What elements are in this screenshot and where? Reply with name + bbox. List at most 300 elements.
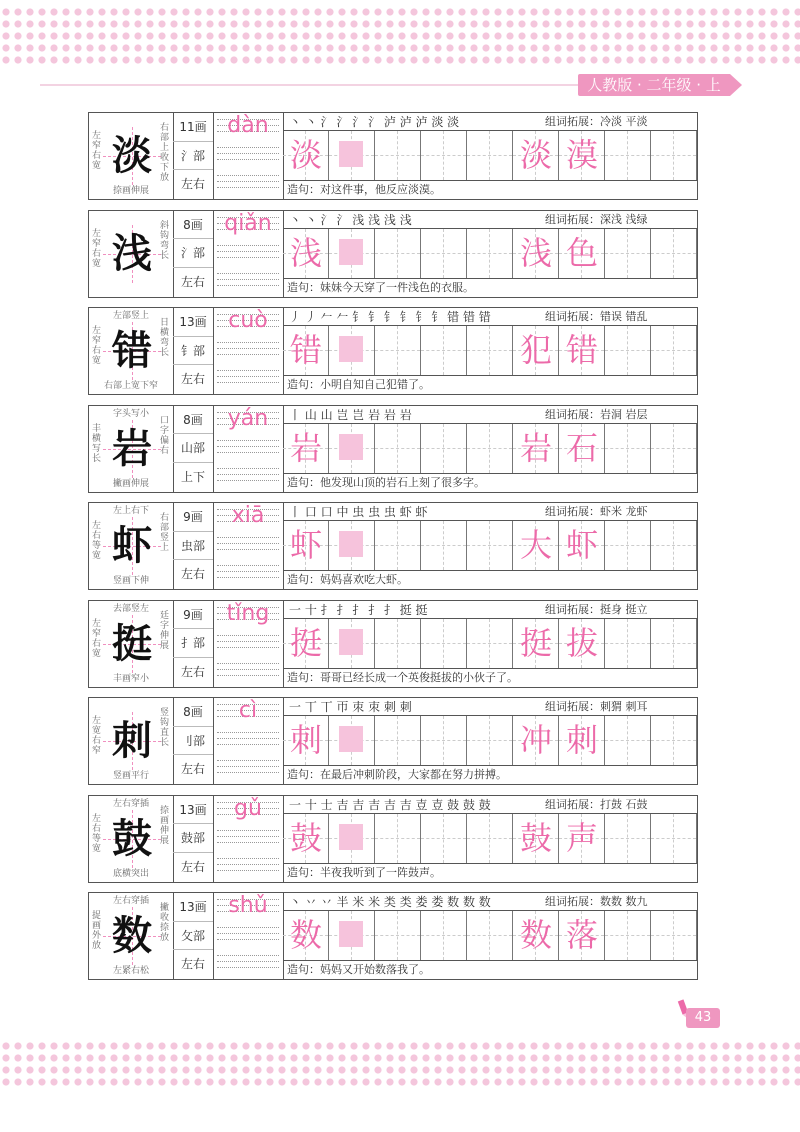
practice-cell[interactable] xyxy=(513,131,559,180)
practice-cell[interactable] xyxy=(513,814,559,863)
practice-character xyxy=(375,716,421,765)
character-card xyxy=(88,210,698,298)
practice-character xyxy=(375,326,421,375)
practice-cell[interactable] xyxy=(329,911,375,960)
model-character-box xyxy=(89,211,174,297)
practice-character xyxy=(329,326,375,375)
practice-cell[interactable] xyxy=(605,424,651,473)
pinyin-guide-line xyxy=(217,468,279,469)
character-card xyxy=(88,600,698,688)
stroke-order-row xyxy=(283,308,697,326)
practice-cell[interactable] xyxy=(605,326,651,375)
stroke-count: 13画 xyxy=(173,893,213,922)
practice-character xyxy=(375,521,421,570)
pinyin-box xyxy=(213,893,284,979)
structure: 左右 xyxy=(180,372,205,387)
practice-cell[interactable] xyxy=(421,814,467,863)
practice-character: 挺 xyxy=(289,623,322,662)
radical: 鼓部 xyxy=(173,824,213,853)
word-extension: 组词拓展：挺身 挺立 xyxy=(545,602,648,616)
writing-tip-left: 左窄右宽 xyxy=(92,326,102,366)
practice-cell[interactable] xyxy=(283,131,329,180)
practice-character xyxy=(467,521,513,570)
pinyin-guide-line xyxy=(217,153,279,154)
practice-character xyxy=(421,326,467,375)
practice-character: 色 xyxy=(565,233,598,272)
practice-cell[interactable] xyxy=(513,521,559,570)
practice-cell[interactable] xyxy=(283,424,329,473)
pinyin-guide-line xyxy=(217,285,279,286)
word-extension: 组词拓展：打鼓 石鼓 xyxy=(545,797,648,811)
practice-cell[interactable] xyxy=(651,911,697,960)
practice-character xyxy=(329,716,375,765)
practice-cell[interactable] xyxy=(329,131,375,180)
practice-cell[interactable] xyxy=(421,521,467,570)
practice-cell[interactable] xyxy=(421,424,467,473)
pinyin-guide-line xyxy=(217,348,279,349)
practice-cell[interactable] xyxy=(421,131,467,180)
writing-tip-bottom: 丰画窄小 xyxy=(112,673,149,684)
character-info xyxy=(173,796,214,882)
practice-cell[interactable] xyxy=(467,229,513,278)
practice-cell[interactable] xyxy=(329,424,375,473)
pinyin-guide-line xyxy=(217,864,279,865)
stroke-order-row xyxy=(283,601,697,619)
writing-tip-right: 右部竖上 xyxy=(160,513,170,553)
stroke-count: 8画 xyxy=(173,406,213,435)
practice-area xyxy=(283,698,697,784)
stroke-order-row xyxy=(283,211,697,229)
top-dot-pattern xyxy=(0,6,800,64)
practice-cell[interactable] xyxy=(375,326,421,375)
writing-tip-bottom: 右部上宽下窄 xyxy=(103,381,158,391)
practice-cell[interactable] xyxy=(605,229,651,278)
writing-tip-top: 左右穿插 xyxy=(112,896,149,906)
pinyin-guide-line xyxy=(217,376,279,377)
pinyin-guide-line xyxy=(217,772,279,773)
radical: 扌部 xyxy=(173,629,213,658)
model-character: 数 xyxy=(112,912,152,959)
practice-cell[interactable] xyxy=(513,229,559,278)
pinyin-guide-line xyxy=(217,537,279,538)
structure: 左右 xyxy=(180,957,205,972)
practice-character xyxy=(329,229,375,278)
model-character: 刺 xyxy=(112,717,152,764)
radical: 刂部 xyxy=(173,727,213,756)
pinyin-guide-line xyxy=(217,382,279,383)
practice-character xyxy=(329,424,375,473)
practice-grid xyxy=(283,326,697,376)
practice-character xyxy=(375,229,421,278)
writing-tip-left: 左右等宽 xyxy=(92,813,102,854)
pinyin-guide-line xyxy=(217,446,279,447)
practice-character: 鼓 xyxy=(519,818,552,857)
practice-grid xyxy=(283,521,697,571)
stroke-order: 丶 丷 丷 半 米 米 类 类 娄 娄 数 数 数 xyxy=(289,895,491,909)
practice-cell[interactable] xyxy=(651,716,697,765)
writing-tip-top: 字头写小 xyxy=(112,408,149,419)
writing-tip-right: 捺画伸展 xyxy=(160,805,170,846)
practice-cell[interactable] xyxy=(559,131,605,180)
writing-tip-right: 撇收捺放 xyxy=(160,903,170,943)
practice-character: 岩 xyxy=(519,428,552,467)
practice-cell[interactable] xyxy=(467,326,513,375)
pinyin-box xyxy=(213,211,284,297)
practice-character xyxy=(605,326,651,375)
practice-cell[interactable] xyxy=(605,131,651,180)
practice-cell[interactable] xyxy=(329,619,375,668)
character-info xyxy=(173,113,214,199)
practice-character xyxy=(421,911,467,960)
practice-area xyxy=(283,796,697,882)
practice-cell[interactable] xyxy=(421,911,467,960)
practice-area xyxy=(283,601,697,687)
practice-cell[interactable] xyxy=(605,716,651,765)
stroke-order: 丿 丿 𠂉 𠂉 钅 钅 钅 钅 钅 钅 错 错 错 xyxy=(289,310,491,324)
pinyin-guide-line xyxy=(217,760,279,761)
edition-badge: 人教版 · 二年级 · 上 xyxy=(578,74,730,96)
stroke-count: 8画 xyxy=(173,211,213,240)
example-sentence: 造句：妹妹今天穿了一件浅色的衣服。 xyxy=(287,280,474,294)
practice-character: 错 xyxy=(289,331,322,369)
practice-character: 石 xyxy=(565,428,598,467)
pinyin-guide-line xyxy=(217,577,279,578)
practice-cell[interactable] xyxy=(283,716,329,765)
pinyin-guide-line xyxy=(217,354,279,355)
pinyin-guide-line xyxy=(217,675,279,676)
practice-character xyxy=(605,814,651,863)
pinyin-guide-line xyxy=(217,842,279,843)
word-extension: 组词拓展：刺猬 刺耳 xyxy=(545,700,648,713)
practice-cell[interactable] xyxy=(651,229,697,278)
radical: 虫部 xyxy=(173,532,213,561)
practice-cell[interactable] xyxy=(513,911,559,960)
practice-character: 拔 xyxy=(565,623,598,662)
practice-cell[interactable] xyxy=(467,131,513,180)
pinyin-guide-line xyxy=(217,279,279,280)
pinyin-guide-line xyxy=(217,440,279,441)
page-number: 43 xyxy=(686,1008,720,1028)
writing-tip-right: 口字偏右 xyxy=(160,415,170,456)
radical: 攵部 xyxy=(173,922,213,951)
character-card xyxy=(88,307,698,395)
practice-character xyxy=(651,619,697,668)
practice-character: 虾 xyxy=(565,526,598,564)
practice-cell[interactable] xyxy=(513,326,559,375)
practice-cell[interactable] xyxy=(375,424,421,473)
practice-cell[interactable] xyxy=(283,326,329,375)
pinyin: gǔ xyxy=(234,795,262,821)
practice-cell[interactable] xyxy=(559,911,605,960)
practice-cell[interactable] xyxy=(651,424,697,473)
pinyin: tǐng xyxy=(226,600,270,626)
structure: 左右 xyxy=(180,859,205,874)
bottom-dot-pattern xyxy=(0,1040,800,1090)
practice-cell[interactable] xyxy=(651,619,697,668)
writing-tip-top: 左上右下 xyxy=(112,506,149,516)
practice-cell[interactable] xyxy=(421,326,467,375)
pinyin-guide-line xyxy=(217,732,279,733)
character-card xyxy=(88,892,698,980)
pinyin-box xyxy=(213,113,284,199)
writing-tip-left: 左右等宽 xyxy=(92,521,102,561)
practice-cell[interactable] xyxy=(513,424,559,473)
practice-character xyxy=(329,814,375,863)
practice-character: 数 xyxy=(289,916,322,954)
practice-cell[interactable] xyxy=(283,619,329,668)
practice-character xyxy=(651,716,697,765)
practice-character: 浅 xyxy=(519,233,552,272)
practice-character xyxy=(467,619,513,668)
character-card xyxy=(88,502,698,590)
practice-character xyxy=(421,814,467,863)
practice-grid xyxy=(283,911,697,961)
practice-cell[interactable] xyxy=(559,521,605,570)
practice-cell[interactable] xyxy=(605,911,651,960)
stroke-count: 11画 xyxy=(173,113,213,142)
practice-cell[interactable] xyxy=(559,424,605,473)
practice-character: 落 xyxy=(565,916,598,954)
radical: 山部 xyxy=(173,434,213,463)
stroke-count: 9画 xyxy=(173,503,213,532)
practice-character xyxy=(421,229,467,278)
practice-character: 数 xyxy=(519,916,552,954)
example-sentence: 造句：哥哥已经长成一个英俊挺拔的小伙子了。 xyxy=(287,670,518,684)
practice-cell[interactable] xyxy=(559,229,605,278)
model-character-box xyxy=(89,406,174,492)
example-sentence: 造句：妈妈喜欢吃大虾。 xyxy=(287,573,408,586)
stroke-order: 丶 丶 氵 氵 氵 氵 泸 泸 泸 淡 淡 xyxy=(289,115,460,129)
character-info xyxy=(173,503,214,589)
pinyin: shǔ xyxy=(228,893,268,918)
practice-cell[interactable] xyxy=(329,326,375,375)
practice-cell[interactable] xyxy=(421,716,467,765)
pinyin-guide-line xyxy=(217,967,279,968)
pinyin-box xyxy=(213,406,284,492)
writing-tip-top: 左右穿插 xyxy=(112,798,149,809)
model-character: 淡 xyxy=(112,132,152,179)
stroke-order: 一 十 扌 扌 扌 扌 扌 挺 挺 xyxy=(289,602,428,617)
practice-cell[interactable] xyxy=(283,521,329,570)
pinyin-guide-line xyxy=(217,342,279,343)
structure: 左右 xyxy=(180,664,205,679)
practice-character xyxy=(467,131,513,180)
practice-cell[interactable] xyxy=(651,326,697,375)
practice-grid xyxy=(283,424,697,474)
pinyin-guide-line xyxy=(217,933,279,934)
practice-character xyxy=(467,814,513,863)
pinyin-guide-line xyxy=(217,961,279,962)
practice-character xyxy=(605,911,651,960)
writing-tip-bottom: 撇画伸展 xyxy=(112,478,149,489)
practice-character xyxy=(605,424,651,473)
pinyin-guide-line xyxy=(217,836,279,837)
practice-character xyxy=(375,131,421,180)
character-card xyxy=(88,112,698,200)
example-sentence: 造句：妈妈又开始数落我了。 xyxy=(287,963,430,976)
character-info xyxy=(173,406,214,492)
practice-character xyxy=(329,911,375,960)
pinyin: qiǎn xyxy=(224,210,272,236)
practice-character xyxy=(329,521,375,570)
word-extension: 组词拓展：岩洞 岩层 xyxy=(545,407,648,421)
model-character: 虾 xyxy=(112,522,152,569)
practice-character xyxy=(605,619,651,668)
model-character: 岩 xyxy=(112,424,152,472)
pinyin-guide-line xyxy=(217,955,279,956)
pinyin-guide-line xyxy=(217,370,279,371)
practice-cell[interactable] xyxy=(559,716,605,765)
practice-cell[interactable] xyxy=(605,814,651,863)
practice-character: 淡 xyxy=(519,136,552,174)
practice-cell[interactable] xyxy=(421,619,467,668)
practice-character: 声 xyxy=(565,818,598,857)
practice-cell[interactable] xyxy=(559,619,605,668)
pinyin-guide-line xyxy=(217,187,279,188)
practice-cell[interactable] xyxy=(375,521,421,570)
pinyin-guide-line xyxy=(217,669,279,670)
practice-cell[interactable] xyxy=(421,229,467,278)
pinyin-box xyxy=(213,796,284,882)
model-character-box xyxy=(89,893,174,979)
stroke-count: 13画 xyxy=(173,796,213,825)
practice-cell[interactable] xyxy=(375,131,421,180)
practice-area xyxy=(283,211,697,297)
practice-cell[interactable] xyxy=(375,814,421,863)
practice-cell[interactable] xyxy=(375,716,421,765)
practice-cell[interactable] xyxy=(329,814,375,863)
pinyin-guide-line xyxy=(217,565,279,566)
practice-grid xyxy=(283,716,697,766)
model-character-box xyxy=(89,796,174,882)
practice-cell[interactable] xyxy=(513,619,559,668)
pinyin-guide-line xyxy=(217,273,279,274)
practice-cell[interactable] xyxy=(559,326,605,375)
practice-cell[interactable] xyxy=(283,911,329,960)
stroke-order: 一 丅 丅 帀 朿 朿 刺 刺 xyxy=(289,700,412,714)
practice-character: 漠 xyxy=(565,136,598,174)
writing-tip-bottom: 底横突出 xyxy=(112,868,149,879)
practice-character: 浅 xyxy=(289,233,322,272)
practice-grid xyxy=(283,229,697,279)
practice-character xyxy=(651,814,697,863)
practice-cell[interactable] xyxy=(559,814,605,863)
character-info xyxy=(173,698,214,784)
practice-cell[interactable] xyxy=(651,131,697,180)
practice-character xyxy=(421,716,467,765)
practice-grid xyxy=(283,131,697,181)
model-character-box xyxy=(89,601,174,687)
model-character-box xyxy=(89,698,174,784)
writing-tip-left: 捉画外放 xyxy=(92,911,102,951)
practice-cell[interactable] xyxy=(283,229,329,278)
practice-cell[interactable] xyxy=(467,716,513,765)
pinyin: yán xyxy=(227,405,269,431)
structure: 左右 xyxy=(180,567,205,582)
stroke-order-row xyxy=(283,698,697,716)
practice-cell[interactable] xyxy=(467,911,513,960)
practice-cell[interactable] xyxy=(329,521,375,570)
writing-tip-right: 廷字伸展 xyxy=(160,610,170,651)
pinyin-guide-line xyxy=(217,927,279,928)
word-extension: 组词拓展：数数 数九 xyxy=(545,895,648,908)
model-character-box xyxy=(89,113,174,199)
model-character: 鼓 xyxy=(112,814,152,862)
pinyin: cì xyxy=(238,698,258,723)
writing-tip-left: 左宽右窄 xyxy=(92,716,102,756)
practice-character xyxy=(467,424,513,473)
practice-cell[interactable] xyxy=(467,814,513,863)
pinyin-guide-line xyxy=(217,175,279,176)
practice-cell[interactable] xyxy=(329,716,375,765)
practice-grid xyxy=(283,814,697,864)
practice-cell[interactable] xyxy=(375,911,421,960)
practice-cell[interactable] xyxy=(467,619,513,668)
practice-cell[interactable] xyxy=(467,521,513,570)
pinyin-guide-line xyxy=(217,251,279,252)
practice-cell[interactable] xyxy=(283,814,329,863)
practice-character xyxy=(329,619,375,668)
practice-grid xyxy=(283,619,697,669)
practice-cell[interactable] xyxy=(651,521,697,570)
pinyin-guide-line xyxy=(217,830,279,831)
model-character: 浅 xyxy=(112,229,152,277)
structure: 左右 xyxy=(180,762,205,777)
pinyin-guide-line xyxy=(217,480,279,481)
model-character: 错 xyxy=(112,327,152,374)
practice-cell[interactable] xyxy=(375,619,421,668)
structure: 上下 xyxy=(180,469,205,484)
pinyin-guide-line xyxy=(217,147,279,148)
practice-cell[interactable] xyxy=(375,229,421,278)
word-extension: 组词拓展：深浅 浅绿 xyxy=(545,212,648,226)
practice-cell[interactable] xyxy=(513,716,559,765)
pinyin-guide-line xyxy=(217,181,279,182)
practice-character xyxy=(329,131,375,180)
practice-character: 虾 xyxy=(289,526,322,564)
practice-character xyxy=(651,131,697,180)
practice-cell[interactable] xyxy=(605,521,651,570)
radical: 氵部 xyxy=(173,142,213,171)
writing-tip-left: 左窄右宽 xyxy=(92,228,102,269)
pinyin-guide-line xyxy=(217,474,279,475)
pinyin-box xyxy=(213,308,284,394)
example-sentence: 造句：小明自知自己犯错了。 xyxy=(287,378,430,391)
stroke-count: 8画 xyxy=(173,698,213,727)
practice-character xyxy=(467,716,513,765)
writing-tip-right: 日横弯长 xyxy=(160,318,170,358)
practice-area xyxy=(283,503,697,589)
practice-character: 刺 xyxy=(289,721,322,759)
practice-cell[interactable] xyxy=(605,619,651,668)
stroke-order-row xyxy=(283,503,697,521)
pinyin-guide-line xyxy=(217,452,279,453)
pinyin-guide-line xyxy=(217,647,279,648)
model-character: 挺 xyxy=(112,619,152,667)
word-extension: 组词拓展：冷淡 平淡 xyxy=(545,115,648,128)
practice-character xyxy=(421,131,467,180)
writing-tip-top: 左部竖上 xyxy=(112,311,149,321)
stroke-order: 丶 丶 氵 氵 浅 浅 浅 浅 xyxy=(289,212,412,227)
practice-character: 犯 xyxy=(519,331,552,369)
practice-cell[interactable] xyxy=(329,229,375,278)
practice-character: 鼓 xyxy=(289,818,322,857)
pinyin: dàn xyxy=(227,113,269,138)
stroke-order-row xyxy=(283,113,697,131)
practice-cell[interactable] xyxy=(651,814,697,863)
practice-cell[interactable] xyxy=(467,424,513,473)
pinyin-guide-line xyxy=(217,939,279,940)
